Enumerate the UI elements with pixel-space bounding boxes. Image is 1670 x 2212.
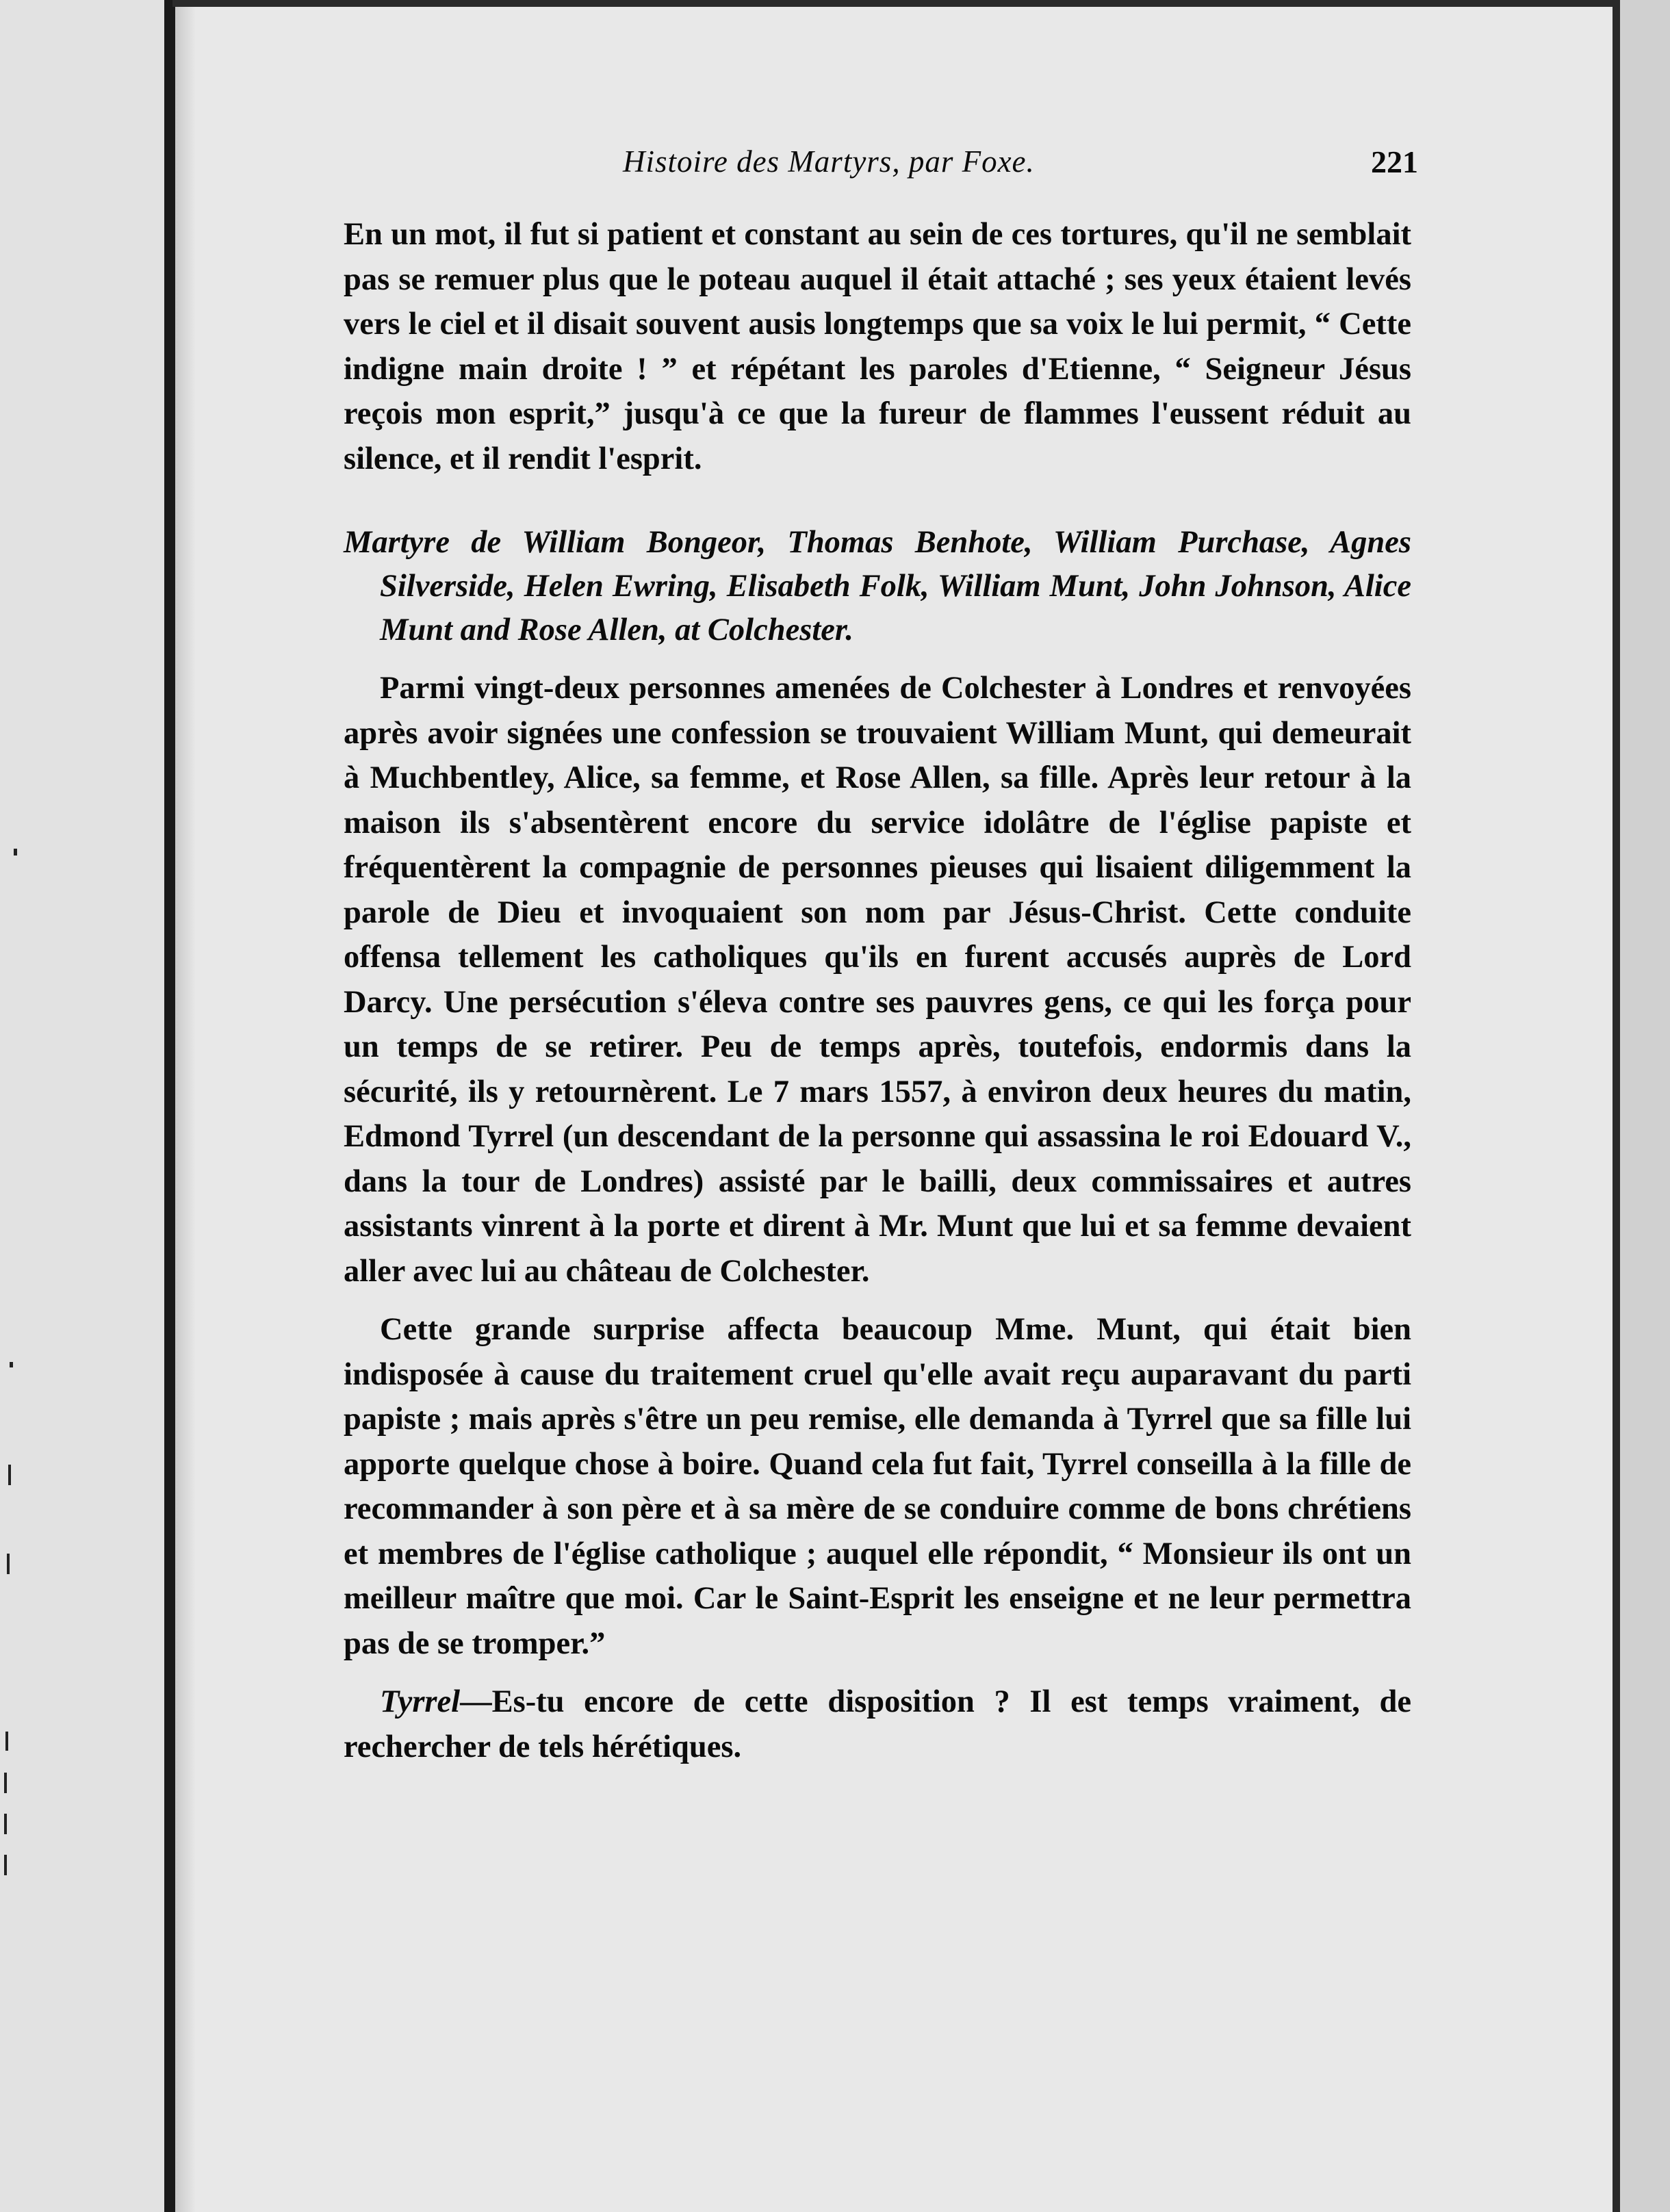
- page-number: 221: [1371, 144, 1418, 179]
- scan-speck: [8, 1465, 11, 1485]
- scan-speck: [4, 1814, 7, 1834]
- scan-speck: [14, 849, 17, 856]
- speaker-name: Tyrrel: [380, 1684, 461, 1719]
- running-title: Histoire des Martyrs, par Foxe.: [623, 144, 1035, 179]
- section-heading: Martyre de William Bongeor, Thomas Benhote, William Purchase, Agnes Silverside, Helen Ewring, Elisabeth Folk, William Munt, John Johnson, Alice Munt and Rose Allen, at Colchester.: [344, 525, 1411, 647]
- paragraph-1: En un mot, il fut si patient et constant au sein de ces tortures, qu'il ne semblait pas se remuer plus que le poteau auquel il était attaché ; ses yeux étaient levés vers le ciel et il disait souvent ausis longtemps que sa voix le lui permit, “ Cette indigne main droite ! ” et répétant les paroles d'Etienne, “ Seigneur Jésus reçois mon esprit,” jusqu'à ce que la fureur de flammes l'eussent réduit au silence, et il rendit l'esprit.: [344, 217, 1411, 476]
- scan-left-margin: [0, 0, 172, 2212]
- binding-edge: [164, 0, 175, 2212]
- scan-speck: [4, 1773, 7, 1793]
- top-edge: [172, 0, 1620, 7]
- running-header: [342, 144, 1418, 185]
- scan-speck: [10, 1362, 13, 1367]
- paragraph-4-text: —Es-tu encore de cette disposition ? Il est temps vraiment, de rechercher de tels hérétiques.: [344, 1684, 1411, 1764]
- scan-right-margin: [1620, 0, 1670, 2212]
- body-text: [344, 212, 1411, 1769]
- scan-speck: [7, 1554, 10, 1574]
- scan-speck: [5, 1732, 8, 1751]
- paragraph-4: [344, 1680, 1411, 1769]
- paragraph-3: Cette grande surprise affecta beaucoup Mme. Munt, qui était bien indisposée à cause du traitement cruel qu'elle avait reçu auparavant du parti papiste ; mais après s'être un peu remise, elle demanda à Tyrrel que sa fille lui apporte quelque chose à boire. Quand cela fut fait, Tyrrel conseilla à la fille de recommander à son père et à sa mère de se conduire comme de bons chrétiens et membres de l'église catholique ; auquel elle répondit, “ Monsieur ils ont un meilleur maître que moi. Car le Saint-Esprit les enseigne et ne leur permettra pas de se tromper.”: [344, 1312, 1411, 1661]
- gutter-shadow: [175, 0, 196, 2212]
- scan-speck: [4, 1855, 7, 1875]
- paragraph-2: Parmi vingt-deux personnes amenées de Colchester à Londres et renvoyées après avoir signées une confession se trouvaient William Munt, qui demeurait à Muchbentley, Alice, sa femme, et Rose Allen, sa fille. Après leur retour à la maison ils s'absentèrent encore du service idolâtre de l'église papiste et fréquentèrent la compagnie de personnes pieuses qui lisaient diligemment la parole de Dieu et invoquaient son nom par Jésus-Christ. Cette conduite offensa tellement les catholiques qu'ils en furent accusés auprès de Lord Darcy. Une persécution s'éleva contre ses pauvres gens, ce qui les força pour un temps de se retirer. Peu de temps après, toutefois, endormis dans la sécurité, ils y retournèrent. Le 7 mars 1557, à environ deux heures du matin, Edmond Tyrrel (un descendant de la personne qui assassina le roi Edouard V., dans la tour de Londres) assisté par le bailli, deux commissaires et autres assistants vinrent à la porte et dirent à Mr. Munt que lui et sa femme devaient aller avec lui au château de Colchester.: [344, 671, 1411, 1289]
